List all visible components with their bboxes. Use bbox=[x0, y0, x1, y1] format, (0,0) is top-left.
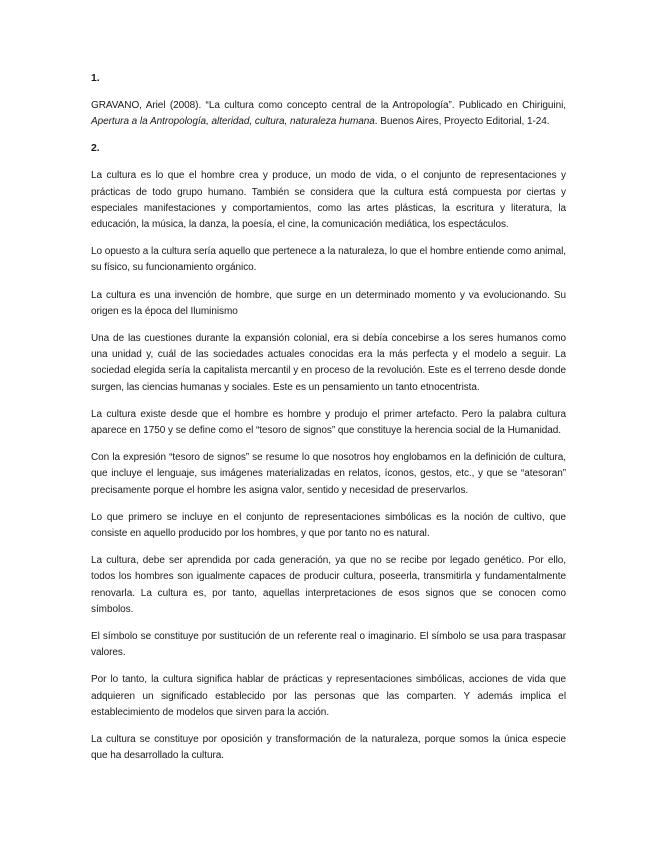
paragraph-cultivation-notion: Lo que primero se incluye en el conjunto de representaciones simbólicas es la noción de cultivo, que consiste en aquello producido por los hombres, y que por tanto no es natural. bbox=[91, 511, 566, 540]
paragraph-symbolic-practices: Por lo tanto, la cultura significa hablar de prácticas y representaciones simbólicas, acciones de vida que adquieren un significado establecido por las personas que las comparten. Y además implica el establecimiento de modelos que sirven para la acción. bbox=[91, 674, 566, 718]
paragraph-opposite-nature: Lo opuesto a la cultura sería aquello que pertenece a la naturaleza, lo que el hombre entiende como animal, su físico, su funcionamiento orgánico. bbox=[91, 246, 566, 274]
paragraph-culture-definition: La cultura es lo que el hombre crea y produce, un modo de vida, o el conjunto de representaciones y prácticas de todo grupo humano. También se considera que la cultura está compuesta por ciertas y especiales manifestaciones y comportamientos, como las artes plásticas, la escritura y literatura, la educación, la música, la danza, la poesía, el cine, la comunicación mediática, los espectáculos. bbox=[91, 170, 566, 231]
document-body bbox=[91, 71, 566, 776]
reference-text-start: GRAVANO, Ariel (2008). “La cultura como concepto central de la Antropología”. Publicado en Chiriguini, bbox=[91, 100, 566, 111]
paragraph-culture-existence: La cultura existe desde que el hombre es hombre y produjo el primer artefacto. Pero la palabra cultura aparece en 1750 y se define como el “tesoro de signos” que constituye la herencia social de la Humanidad. bbox=[91, 408, 566, 437]
reference-text-end: . Buenos Aires, Proyecto Editorial, 1-24. bbox=[374, 116, 550, 128]
paragraph-colonial-expansion: Una de las cuestiones durante la expansión colonial, era si debía concebirse a los seres humanos como una unidad y, cuál de las sociedades actuales conocidas era la más perfecta y el modelo a seguir. La sociedad elegida sería la capitalista mercantil y en proceso de la revolución. Este es el terreno desde donde surgen, las ciencias humanas y sociales. Este es un pensamiento un tanto etnocentrista. bbox=[91, 333, 566, 393]
paragraph-symbol: El símbolo se constituye por sustitución de un referente real o imaginario. El símbolo se usa para traspasar valores. bbox=[91, 631, 566, 659]
section-heading-2: 2. bbox=[91, 143, 100, 155]
paragraph-learned-culture: La cultura, debe ser aprendida por cada generación, ya que no se recibe por legado genético. Por ello, todos los hombres son igualmente capaces de producir cultura, poseerla, transmitirla y fundamentalmente renovarla. La cultura es, por tanto, aquellas interpretaciones de esos signos que se conocen como símbolos. bbox=[91, 555, 566, 615]
paragraph-opposition-nature: La cultura se constituye por oposición y transformación de la naturaleza, porque somos la única especie que ha desarrollado la cultura. bbox=[91, 734, 566, 762]
section-heading-1: 1. bbox=[91, 73, 100, 84]
paragraph-invention-origin: La cultura es una invención de hombre, que surge en un determinado momento y va evolucionando. Su origen es la época del Iluminismo bbox=[91, 289, 566, 317]
paragraph-treasure-of-signs: Con la expresión “tesoro de signos” se resume lo que nosotros hoy englobamos en la definición de cultura, que incluye el lenguaje, sus imágenes materializadas en relatos, íconos, gestos, etc., y que se “atesoran” precisamente porque el hombre les asigna valor, sentido y necesidad de preservarlos. bbox=[91, 452, 566, 496]
bibliographic-reference bbox=[91, 98, 566, 130]
reference-book-title: Apertura a la Antropología, alteridad, cultura, naturaleza humana bbox=[91, 116, 375, 128]
